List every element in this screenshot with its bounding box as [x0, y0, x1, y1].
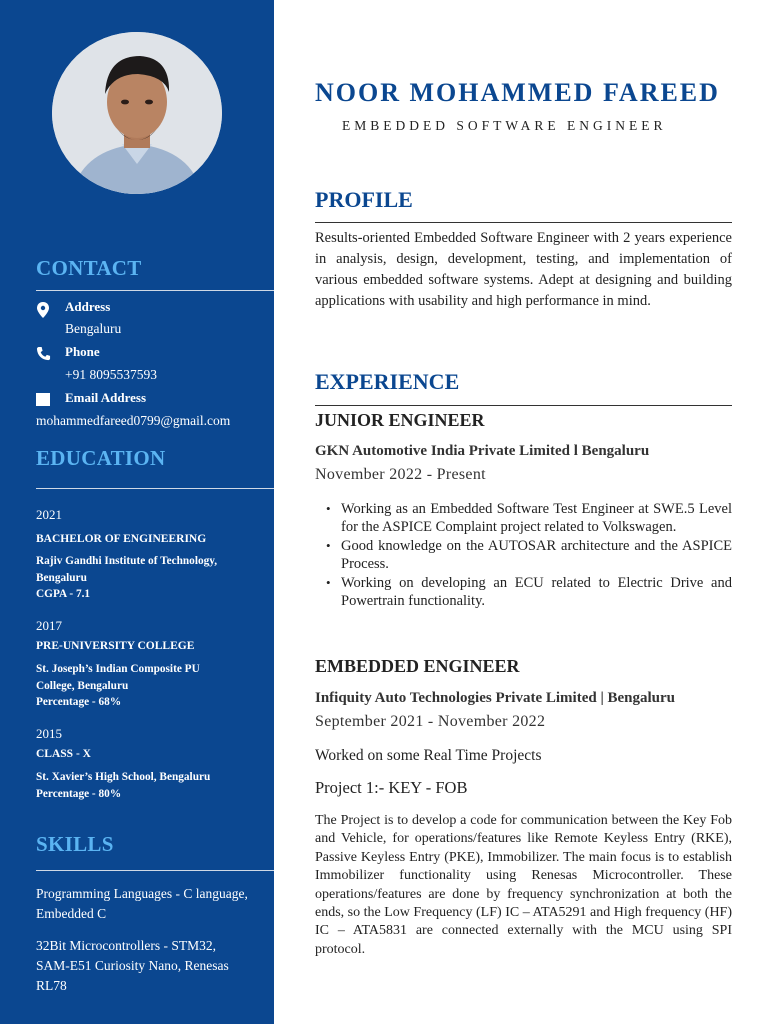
email-value[interactable]: mohammedfareed0799@gmail.com — [36, 413, 231, 428]
profile-divider — [315, 222, 732, 223]
location-pin-icon — [36, 302, 50, 318]
education-year: 2015 — [36, 726, 62, 741]
education-degree: BACHELOR OF ENGINEERING — [36, 533, 207, 545]
experience-divider — [315, 405, 732, 406]
email-icon — [36, 393, 50, 406]
job-bullets — [326, 500, 732, 610]
education-year: 2017 — [36, 618, 62, 633]
sidebar — [0, 0, 274, 1024]
skill-item: Programming Languages - C language, Embedded C — [36, 886, 248, 921]
skills-divider — [36, 870, 274, 871]
phone-label: Phone — [65, 344, 100, 359]
profile-text: Results-oriented Embedded Software Engineer with 2 years experience in analysis, design, development, testing, and implementation of various embedded software systems. Adept at designing and building applications with usability and high performance in mind. — [315, 230, 732, 309]
education-detail-line: Bengaluru — [36, 571, 87, 584]
profile-photo-image — [52, 32, 222, 194]
job-title: EMBEDDED ENGINEER — [315, 656, 520, 676]
job-role: EMBEDDED SOFTWARE ENGINEER — [342, 118, 667, 133]
profile-heading: PROFILE — [315, 187, 413, 212]
company-name: Infiquity Auto Technologies Private Limited | Bengaluru — [315, 690, 676, 706]
education-divider — [36, 488, 274, 489]
education-heading: EDUCATION — [36, 446, 166, 470]
job-title: JUNIOR ENGINEER — [315, 410, 485, 430]
phone-value[interactable]: +91 8095537593 — [65, 367, 157, 382]
contact-divider — [36, 290, 274, 291]
candidate-name: NOOR MOHAMMED FAREED — [315, 78, 720, 107]
education-detail-line: Rajiv Gandhi Institute of Technology, — [36, 555, 218, 567]
education-year: 2021 — [36, 507, 62, 522]
project-description: The Project is to develop a code for communication between the Key Fob and Vehicle, for operations/features like Remote Keyless Entry (RKE), Passive Keyless Entry (PKE), Immobilizer. The main focus is to establish Immobilizer functionality using Renesas Microcontroller. These operations/features are done by frequency synchronization at both the ends, so the Low Frequency (LF) IC – ATA5291 and High frequency (HF) IC – ATA5831 are connected externally with the MCU using SPI protocol. — [315, 813, 732, 957]
education-detail-line: St. Joseph’s Indian Composite PU — [36, 663, 200, 675]
list-item: • Working as an Embedded Software Test Engineer at SWE.5 Level for the ASPICE Complaint project related to Volkswagen. — [326, 500, 732, 537]
skill-item: 32Bit Microcontrollers - STM32, SAM-E51 Curiosity Nano, Renesas RL78 — [36, 938, 229, 993]
address-label: Address — [65, 299, 111, 314]
education-details — [36, 769, 261, 802]
education-detail-line: Percentage - 68% — [36, 696, 122, 708]
education-detail-line: CGPA - 7.1 — [36, 588, 91, 600]
projects-intro: Worked on some Real Time Projects — [315, 747, 542, 764]
experience-heading: EXPERIENCE — [315, 369, 460, 394]
skills-heading: SKILLS — [36, 832, 114, 856]
education-details — [36, 553, 261, 603]
education-details — [36, 661, 261, 711]
education-detail-line: St. Xavier’s High School, Bengaluru — [36, 771, 211, 783]
education-detail-line: Percentage - 80% — [36, 787, 122, 800]
job-dates: November 2022 - Present — [315, 466, 486, 483]
profile-photo — [52, 32, 222, 194]
project-title: Project 1:- KEY - FOB — [315, 778, 468, 797]
company-name: GKN Automotive India Private Limited l Bengaluru — [315, 443, 650, 459]
email-label: Email Address — [65, 390, 147, 405]
education-detail-line: College, Bengaluru — [36, 679, 129, 692]
list-item: • Good knowledge on the AUTOSAR architecture and the ASPICE Process. — [326, 537, 732, 574]
address-value: Bengaluru — [65, 321, 122, 336]
phone-icon — [36, 346, 51, 361]
job-dates: September 2021 - November 2022 — [315, 713, 546, 730]
contact-heading: CONTACT — [36, 256, 142, 280]
list-item: • Working on developing an ECU related to Electric Drive and Powertrain functionality. — [326, 574, 732, 611]
education-degree: CLASS - X — [36, 748, 91, 760]
education-degree: PRE-UNIVERSITY COLLEGE — [36, 640, 195, 652]
